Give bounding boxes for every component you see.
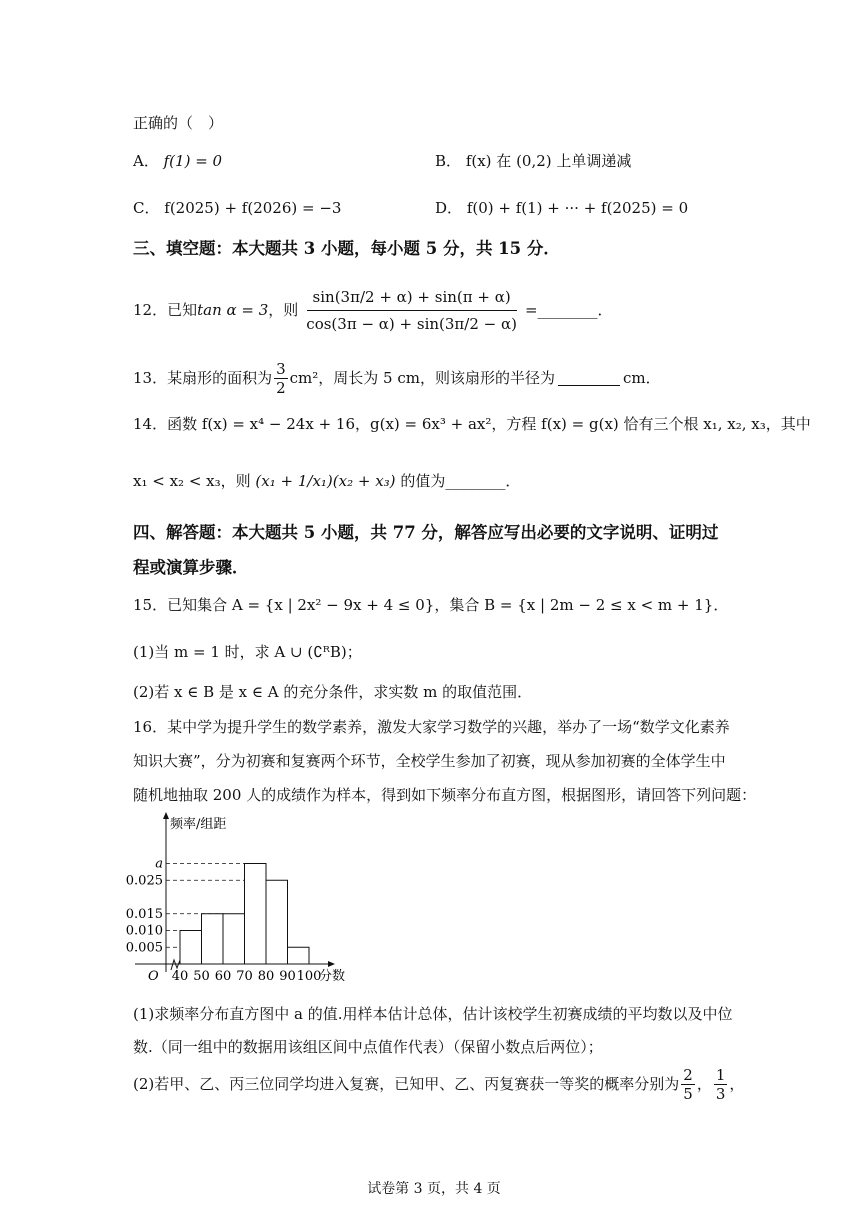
q13 (133, 358, 661, 398)
x-tick-label: 40 (171, 969, 189, 984)
q13-area-fraction (274, 360, 288, 397)
q14-order: x₁ < x₂ < x₃，则 (133, 472, 251, 490)
q13-answer-blank (558, 371, 620, 386)
option-d-expr: f(0) + f(1) + ··· + f(2025) = 0 (466, 199, 689, 217)
prob-frac-2-num: 1 (715, 1065, 726, 1084)
option-a-label: A． (133, 152, 159, 170)
q13-text: cm²，周长为 5 cm，则该扇形的半径为 (289, 369, 555, 387)
q16-part2: (2)若甲、乙、丙三位同学均进入复赛，已知甲、乙、丙复赛获一等奖的概率分别为 $\frac{2}{5}$ ， $\frac{1}{3}$ ， (133, 1065, 745, 1103)
q12 (133, 273, 613, 347)
section4-heading-line2: 程或演算步骤． (133, 558, 249, 577)
prob-frac-1-den: 5 (683, 1084, 693, 1103)
option-c-expr: f(2025) + f(2026) = −3 (164, 199, 342, 217)
q11-option-a (133, 150, 222, 172)
q14-line2 (133, 470, 520, 492)
q16-line1: 16．某中学为提升学生的数学素养，激发大家学习数学的兴趣，举办了一场“数学文化素养 (133, 718, 730, 736)
x-tick-label: 100 (296, 969, 322, 984)
y-axis-arrow (163, 812, 169, 819)
q11-option-d (435, 197, 688, 219)
histogram-bar (288, 947, 310, 964)
histogram-bar (245, 864, 267, 965)
q12-fraction (300, 286, 523, 335)
frequency-histogram (125, 812, 370, 990)
x-tick-label: 70 (236, 969, 253, 984)
q16-part1-line2: 数.（同一组中的数据用该组区间中点值作代表）（保留小数点后两位）； (133, 1038, 603, 1056)
prob-frac-2-den: 3 (715, 1084, 726, 1103)
q11-option-c (133, 197, 341, 219)
prob-frac-1 (681, 1066, 695, 1103)
q11-option-b (435, 150, 631, 172)
option-d-label: D． (435, 199, 463, 217)
q12-prefix: 12．已知 (133, 301, 198, 319)
y-tick-label: 0.025 (125, 873, 163, 889)
option-c-label: C． (133, 199, 160, 217)
q14-line1: 14．函数 f(x) = x⁴ − 24x + 16，g(x) = 6x³ + ax²，方程 f(x) = g(x) 恰有三个根 x₁, x₂, x₃，其中 (133, 415, 811, 433)
q16-part2-text: (2)若甲、乙、丙三位同学均进入复赛，已知甲、乙、丙复赛获一等奖的概率分别为 (133, 1075, 680, 1093)
q12-condition: tan α = 3 (197, 301, 269, 319)
histogram-bar (266, 880, 288, 964)
x-tick-label: 60 (214, 969, 232, 984)
x-tick-label: 50 (193, 969, 210, 984)
section3-heading: 三、填空题：本大题共 3 小题，每小题 5 分，共 15 分． (133, 239, 560, 258)
x-axis-label: 分数 (319, 969, 346, 984)
q12-denominator: cos(3π − α) + sin(3π/2 − α) (306, 314, 517, 333)
q12-suffix: =________． (524, 301, 613, 319)
y-tick-label: a (155, 856, 163, 872)
q13-unit: cm． (622, 369, 661, 387)
q15-part1: (1)当 m = 1 时，求 A ∪ (∁ᴿB)； (133, 643, 362, 661)
y-tick-label: 0.015 (125, 906, 163, 922)
q16-line2: 知识大赛”，分为初赛和复赛两个环节，全校学生参加了初赛，现从参加初赛的全体学生中 (133, 752, 726, 770)
x-axis-arrow (328, 961, 335, 967)
q13-area-den: 2 (276, 378, 286, 397)
q15-part2: (2)若 x ∈ B 是 x ∈ A 的充分条件，求实数 m 的取值范围． (133, 683, 533, 701)
q12-numerator: sin(3π/2 + α) + sin(π + α) (307, 286, 517, 311)
option-a-expr: f(1) = 0 (163, 152, 223, 170)
y-tick-label: 0.010 (125, 923, 163, 939)
q16-line3: 随机地抽取 200 人的成绩作为样本，得到如下频率分布直方图，根据图形，请回答下列问题： (133, 786, 757, 804)
histogram-bar (223, 914, 245, 964)
q12-then: ，则 (268, 301, 299, 319)
section4-heading-line1: 四、解答题：本大题共 5 小题，共 77 分，解答应写出必要的文字说明、证明过 (133, 523, 719, 542)
page-footer: 试卷第 3 页，共 4 页 (367, 1181, 501, 1197)
origin-label: O (148, 969, 159, 984)
histogram-bar (202, 914, 224, 964)
q16-part1-line1: (1)求频率分布直方图中 a 的值.用样本估计总体，估计该校学生初赛成绩的平均数以及中位 (133, 1005, 733, 1023)
q13-area-num: 3 (276, 359, 286, 378)
prob-frac-1-num: 2 (683, 1065, 693, 1084)
q11-intro: 正确的（ ） (133, 114, 224, 132)
q14-suffix: 的值为________． (400, 472, 521, 490)
prob-frac-2 (714, 1066, 728, 1103)
histogram-bar (180, 931, 202, 965)
q13-prefix: 13．某扇形的面积为 (133, 369, 273, 387)
option-b-label: B． (435, 152, 462, 170)
q14-expression: (x₁ + 1/x₁)(x₂ + x₃) (255, 472, 396, 490)
x-tick-label: 90 (279, 969, 296, 984)
y-axis-label: 频率/组距 (170, 817, 227, 832)
option-b-expr: f(x) 在 (0,2) 上单调递减 (465, 152, 632, 170)
y-tick-label: 0.005 (125, 940, 163, 956)
q15-stem: 15．已知集合 A = {x | 2x² − 9x + 4 ≤ 0}，集合 B = {x | 2m − 2 ≤ x < m + 1}． (133, 596, 729, 614)
x-tick-label: 80 (257, 969, 275, 984)
